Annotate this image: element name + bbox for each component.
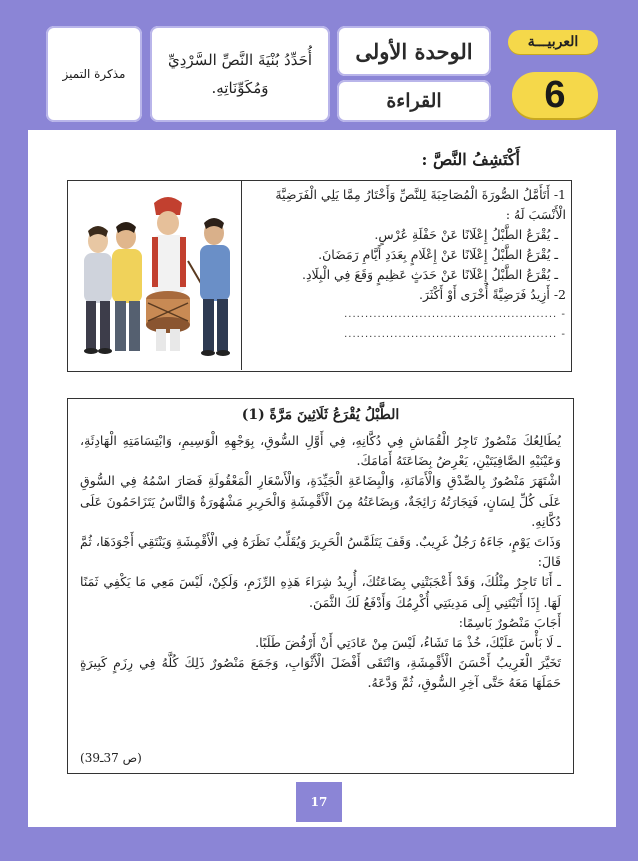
passage-paragraph: يُطَالِعُكَ مَنْصُورٌ تَاجِرُ الْقُمَاشِ فِي دُكَّانِهِ، فِي أَوَّلِ السُّوقِ، بِوَجْهِهِ الْوَسِيمِ، وَابْتِسَامَتِهِ الْهَادِئَةِ، وَعَيْنَيْهِ الصَّافِيَتَيْنِ، يَعْرِضُ بِضَاعَتَهُ أَمَامَكَ. [80,433,561,469]
source-reference: (ص 37ـ39) [80,751,142,765]
subject-tab [508,30,598,54]
question-2: 2- أَزِيدُ فَرَضِيَّةً أُخْرَى أَوْ أَكْثَرَ. [418,287,566,302]
passage-title: الطَّبْلُ يُقْرَعُ ثَلَاثِينَ مَرَّةً (1) [241,407,400,423]
answer-line: - ................................................... [344,309,566,320]
passage-paragraph: ـ أَنَا تَاجِرٌ مِثْلُكَ، وَقَدْ أَعْجَبَتْنِي بِضَاعَتُكَ، أُرِيدُ شِرَاءَ هَذِهِ الرِّزَمِ، وَلَكِنْ، لَيْسَ مَعِي مَا يَكْفِي ثَمَنًا لَهَا. إِذَا أَتَيْتَنِي إِلَى مَدِينَتِي أُكْرِمُكَ وَأَدْفَعُ لَكَ الثَّمَنَ. [80,574,561,610]
week-number-badge [512,72,598,118]
lesson-title: القراءة [386,90,442,112]
hypothesis-option: ـ يُقْرَعُ الطَّبْلُ إِعْلَانًا عَنْ إِعْلَامٍ بِعَدَدِ أَيَّامِ رَمَضَانَ. [318,247,558,262]
activity-questions [246,185,566,345]
passage-paragraph: تَخَيَّرَ الْغَرِيبُ أَحْسَنَ الْأَقْمِشَةِ، وَانْتَقَى أَفْضَلَ الْأَثْوَابِ، وَجَمَعَ مَنْصُورٌ ذَلِكَ كُلَّهُ فِي رِزَمٍ كَبِيرَةٍ حَمَلَهَا مَعَهُ حَتَّى آخِرِ السُّوقِ، ثُمَّ وَدَّعَهُ. [80,655,561,691]
drummer-illustration-icon [68,181,240,370]
illustration-drummer-crowd [68,181,242,370]
page-frame-bottom [0,827,638,861]
page-frame-left [0,0,28,861]
hypothesis-option: ـ يُقْرَعُ الطَّبْلُ إِعْلَانًا عَنْ حَدَثٍ عَظِيمٍ وَقَعَ فِي الْبِلَادِ. [302,267,558,282]
lesson-box [337,80,491,122]
subject-label: العربيـــة [527,34,579,50]
section-title: أَكْتَشِفُ النَّصَّ : [421,150,520,169]
passage-paragraph: أَجَابَ مَنْصُورٌ بَاسِمًا: [458,614,561,630]
page-number: 17 [310,795,328,809]
passage-paragraph: ـ لَا بَأْسَ عَلَيْكَ، خُذْ مَا تَشَاءُ، لَيْسَ مِنْ عَادَتِي أَنْ أَرْفُضَ طَلَبًا. [255,635,561,651]
passage-body [80,431,561,694]
question-1-intro: 1- أَتَأَمَّلُ الصُّورَةَ الْمُصَاحِبَةَ لِلنَّصِّ وَأَخْتَارُ مِمَّا يَلِي الْفَرَضِيَّةَ الْأَنْسَبَ لَهُ : [275,187,566,222]
week-number: 6 [544,73,566,116]
reading-passage-box [67,398,574,774]
activity-box [67,180,572,372]
unit-title: الوحدة الأولى [355,38,473,64]
passage-paragraph: وَذَاتَ يَوْمٍ، جَاءَهُ رَجُلٌ غَرِيبٌ. وَقَفَ يَتَلَمَّسُ الْحَرِيرَ وَيُقَلِّبُ نَظَرَهُ فِي الْأَقْمِشَةِ وَيَنْتَقِي أَجْوَدَهَا، ثُمَّ قَالَ: [80,534,561,570]
unit-box [337,26,491,76]
notebook-label: مذكرة التميز [62,67,126,81]
hypothesis-option: ـ يُقْرَعُ الطَّبْلُ إِعْلَانًا عَنْ حَفْلَةِ عُرْسٍ. [374,227,558,242]
page-frame-right [616,0,638,861]
passage-paragraph: اشْتَهَرَ مَنْصُورٌ بِالصِّدْقِ وَالْأَمَانَةِ، وَالْبِضَاعَةِ الْجَيِّدَةِ، وَالْأَسْعَارِ الْمَعْقُولَةِ فَصَارَ اسْمُهُ فِي السُّوقِ عَلَى كُلِّ لِسَانٍ، فَتِجَارَتُهُ رَائِجَةٌ، وَبِضَاعَتُهُ مِنَ الْأَقْمِشَةِ وَالْحَرِيرِ مَشْهُورَةٌ وَالنَّاسُ يَتَزَاحَمُونَ عَلَى دُكَّانِهِ. [80,473,561,529]
objective-box [150,26,330,122]
lesson-objective: أُحَدِّدُ بُنْيَةَ النَّصِّ السَّرْدِيِّ وَمُكَوِّنَاتِهِ. [167,51,313,97]
answer-line: - ................................................... [344,329,566,340]
notebook-label-box [46,26,142,122]
page-number-tab [296,782,342,822]
